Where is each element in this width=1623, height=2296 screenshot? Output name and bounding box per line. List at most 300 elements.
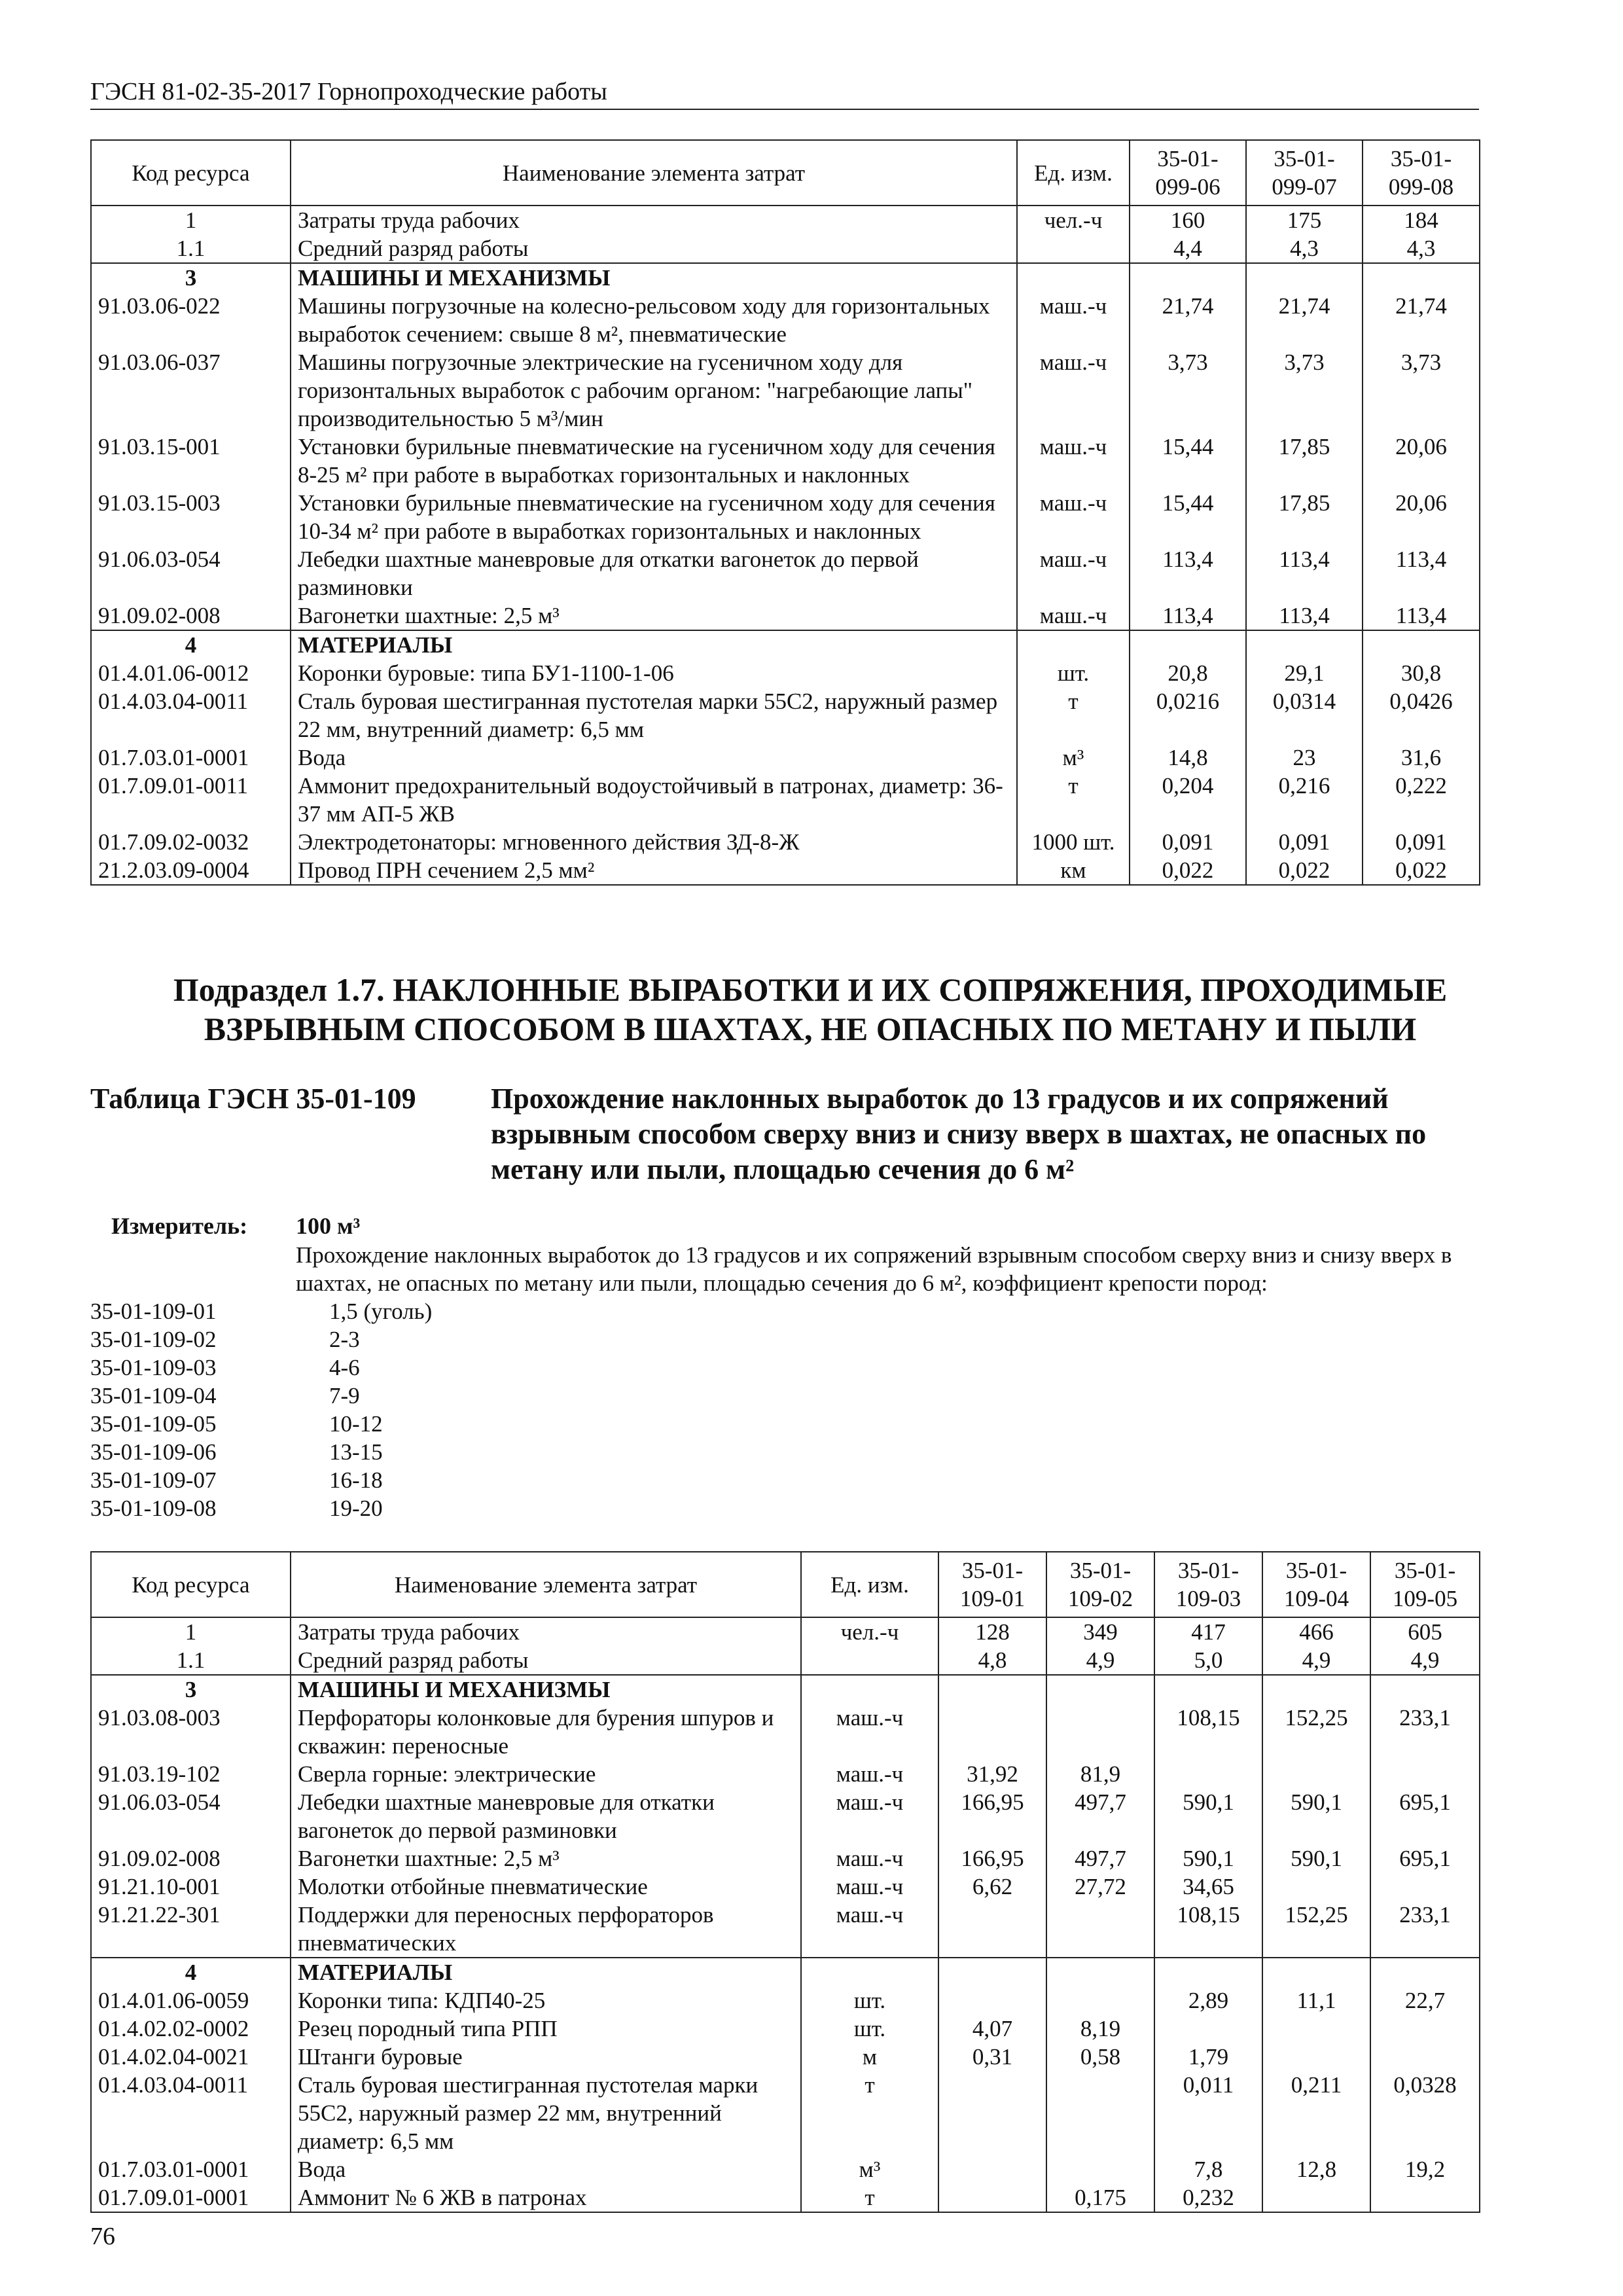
resource-value: 0,232 bbox=[1154, 2183, 1262, 2212]
resource-value: 113,4 bbox=[1130, 601, 1246, 630]
resource-unit: чел.-ч bbox=[1017, 206, 1130, 234]
resource-value: 5,0 bbox=[1154, 1646, 1262, 1675]
resource-value: 31,6 bbox=[1363, 744, 1480, 772]
resource-value: 113,4 bbox=[1246, 601, 1363, 630]
resource-code: 91.03.19-102 bbox=[91, 1760, 291, 1788]
resource-value bbox=[1262, 1760, 1370, 1788]
resource-value: 22,7 bbox=[1370, 1986, 1480, 2015]
table-row bbox=[91, 2015, 1480, 2043]
resource-name: Резец породный типа РПП bbox=[291, 2015, 801, 2043]
resource-name: Перфораторы колонковые для бурения шпуров и скважин: переносные bbox=[291, 1704, 801, 1760]
resource-value bbox=[938, 2155, 1046, 2183]
resource-value: 113,4 bbox=[1363, 545, 1480, 601]
resource-value: 6,62 bbox=[938, 1873, 1046, 1901]
table-row bbox=[91, 545, 1480, 601]
resource-name: МАШИНЫ И МЕХАНИЗМЫ bbox=[291, 263, 1017, 292]
resource-unit: м³ bbox=[1017, 744, 1130, 772]
resource-value: 3,73 bbox=[1363, 348, 1480, 433]
resource-unit: маш.-ч bbox=[801, 1760, 938, 1788]
section-heading-line1: Подраздел 1.7. НАКЛОННЫЕ ВЫРАБОТКИ И ИХ СОПРЯЖЕНИЯ, ПРОХОДИМЫЕ bbox=[173, 971, 1448, 1008]
resource-unit: т bbox=[801, 2183, 938, 2212]
table-row bbox=[91, 234, 1480, 263]
resource-value: 4,9 bbox=[1370, 1646, 1480, 1675]
resource-value: 8,19 bbox=[1046, 2015, 1154, 2043]
resource-name: Коронки буровые: типа БУ1-1100-1-06 bbox=[291, 659, 1017, 687]
resource-value bbox=[938, 2071, 1046, 2155]
resource-code: 91.06.03-054 bbox=[91, 545, 291, 601]
table-row bbox=[91, 206, 1480, 234]
resource-value: 0,0328 bbox=[1370, 2071, 1480, 2155]
table-row bbox=[91, 489, 1480, 545]
resource-code: 1.1 bbox=[91, 234, 291, 263]
resource-name: Затраты труда рабочих bbox=[291, 1617, 801, 1646]
resource-value: 160 bbox=[1130, 206, 1246, 234]
resource-value: 0,022 bbox=[1246, 856, 1363, 885]
code-list-value: 7-9 bbox=[329, 1383, 360, 1408]
resource-value bbox=[938, 1675, 1046, 1704]
resource-value bbox=[1154, 1760, 1262, 1788]
resource-value: 695,1 bbox=[1370, 1844, 1480, 1873]
resource-name: МАТЕРИАЛЫ bbox=[291, 1958, 801, 1986]
resource-name: Сверла горные: электрические bbox=[291, 1760, 801, 1788]
column-header: 35-01- 109-02 bbox=[1046, 1552, 1154, 1617]
code-list-item bbox=[90, 1466, 432, 1494]
resource-unit: шт. bbox=[1017, 659, 1130, 687]
table-row bbox=[91, 772, 1480, 828]
resource-value: 113,4 bbox=[1246, 545, 1363, 601]
resource-value: 20,8 bbox=[1130, 659, 1246, 687]
table-row bbox=[91, 1986, 1480, 2015]
resource-code: 91.21.10-001 bbox=[91, 1873, 291, 1901]
resource-code: 3 bbox=[91, 1675, 291, 1704]
table-row bbox=[91, 433, 1480, 489]
resource-value: 166,95 bbox=[938, 1788, 1046, 1844]
resource-value bbox=[1370, 1675, 1480, 1704]
resource-code: 4 bbox=[91, 630, 291, 659]
code-list-item bbox=[90, 1325, 432, 1354]
resource-table-099 bbox=[90, 139, 1480, 886]
resource-value bbox=[938, 1704, 1046, 1760]
resource-value: 0,091 bbox=[1130, 828, 1246, 856]
resource-value: 233,1 bbox=[1370, 1704, 1480, 1760]
resource-name: Вагонетки шахтные: 2,5 м³ bbox=[291, 1844, 801, 1873]
resource-unit: маш.-ч bbox=[1017, 489, 1130, 545]
resource-unit: м³ bbox=[801, 2155, 938, 2183]
resource-unit: км bbox=[1017, 856, 1130, 885]
code-list-item bbox=[90, 1297, 432, 1325]
resource-unit: шт. bbox=[801, 1986, 938, 2015]
resource-value: 0,091 bbox=[1246, 828, 1363, 856]
resource-code: 01.7.09.01-0011 bbox=[91, 772, 291, 828]
code-list-item bbox=[90, 1382, 432, 1410]
resource-unit: маш.-ч bbox=[801, 1844, 938, 1873]
resource-value: 23 bbox=[1246, 744, 1363, 772]
resource-value: 0,31 bbox=[938, 2043, 1046, 2071]
measure-unit: 100 м³ bbox=[296, 1213, 361, 1239]
column-header: 35-01- 109-04 bbox=[1262, 1552, 1370, 1617]
resource-code: 91.21.22-301 bbox=[91, 1901, 291, 1958]
resource-value: 21,74 bbox=[1130, 292, 1246, 348]
section-heading-line2: ВЗРЫВНЫМ СПОСОБОМ В ШАХТАХ, НЕ ОПАСНЫХ ПО МЕТАНУ И ПЫЛИ bbox=[204, 1011, 1417, 1047]
code-list-value: 16-18 bbox=[329, 1467, 383, 1493]
resource-unit bbox=[801, 1675, 938, 1704]
resource-value bbox=[1154, 1958, 1262, 1986]
resource-value bbox=[1246, 263, 1363, 292]
resource-value bbox=[1046, 1675, 1154, 1704]
resource-unit: маш.-ч bbox=[1017, 348, 1130, 433]
resource-value bbox=[1370, 2043, 1480, 2071]
column-header: Наименование элемента затрат bbox=[291, 140, 1017, 206]
measure-label: Измеритель: bbox=[111, 1213, 248, 1239]
resource-code: 91.03.15-003 bbox=[91, 489, 291, 545]
resource-code: 91.03.08-003 bbox=[91, 1704, 291, 1760]
resource-value: 175 bbox=[1246, 206, 1363, 234]
resource-value bbox=[1370, 1873, 1480, 1901]
resource-value bbox=[938, 1986, 1046, 2015]
resource-value: 21,74 bbox=[1363, 292, 1480, 348]
code-list-value: 4-6 bbox=[329, 1355, 360, 1380]
resource-value: 233,1 bbox=[1370, 1901, 1480, 1958]
table-row bbox=[91, 630, 1480, 659]
resource-value: 27,72 bbox=[1046, 1873, 1154, 1901]
resource-name: Коронки типа: КДП40-25 bbox=[291, 1986, 801, 2015]
resource-code: 01.4.02.02-0002 bbox=[91, 2015, 291, 2043]
resource-code: 1 bbox=[91, 1617, 291, 1646]
resource-value bbox=[1046, 1704, 1154, 1760]
resource-value bbox=[1046, 1958, 1154, 1986]
resource-name: МАШИНЫ И МЕХАНИЗМЫ bbox=[291, 1675, 801, 1704]
resource-code: 91.09.02-008 bbox=[91, 1844, 291, 1873]
resource-unit: маш.-ч bbox=[801, 1901, 938, 1958]
resource-value: 417 bbox=[1154, 1617, 1262, 1646]
resource-unit: 1000 шт. bbox=[1017, 828, 1130, 856]
resource-unit bbox=[1017, 630, 1130, 659]
resource-value: 1,79 bbox=[1154, 2043, 1262, 2071]
table-row bbox=[91, 687, 1480, 744]
table-row bbox=[91, 601, 1480, 630]
resource-unit: маш.-ч bbox=[1017, 601, 1130, 630]
resource-value: 128 bbox=[938, 1617, 1046, 1646]
resource-value bbox=[1370, 1958, 1480, 1986]
code-list-code: 35-01-109-01 bbox=[90, 1299, 217, 1324]
resource-value bbox=[1046, 2071, 1154, 2155]
resource-value bbox=[1363, 263, 1480, 292]
code-list-item bbox=[90, 1494, 432, 1522]
resource-value: 497,7 bbox=[1046, 1788, 1154, 1844]
resource-value bbox=[1262, 1958, 1370, 1986]
resource-value bbox=[1262, 2015, 1370, 2043]
measure-description: Прохождение наклонных выработок до 13 градусов и их сопряжений взрывным способом сверху вниз и снизу вверх в шахтах, не опасных по метану или пыли, площадью сечения до 6 м², коэффициент крепости пород: bbox=[296, 1242, 1452, 1296]
resource-value: 0,58 bbox=[1046, 2043, 1154, 2071]
resource-value: 4,07 bbox=[938, 2015, 1046, 2043]
code-list-code: 35-01-109-06 bbox=[90, 1439, 217, 1465]
table-row bbox=[91, 2183, 1480, 2212]
page-number: 76 bbox=[90, 2223, 115, 2250]
table-row bbox=[91, 1617, 1480, 1646]
resource-value bbox=[938, 2183, 1046, 2212]
resource-value: 34,65 bbox=[1154, 1873, 1262, 1901]
resource-code: 01.4.03.04-0011 bbox=[91, 687, 291, 744]
resource-value bbox=[1130, 263, 1246, 292]
resource-name: Машины погрузочные на колесно-рельсовом ходу для горизонтальных выработок сечением: свыше 8 м², пневматические bbox=[291, 292, 1017, 348]
resource-value: 0,216 bbox=[1246, 772, 1363, 828]
resource-name: Установки бурильные пневматические на гусеничном ходу для сечения 10-34 м² при работе в выработках горизонтальных и наклонных bbox=[291, 489, 1017, 545]
table-row bbox=[91, 2071, 1480, 2155]
resource-code: 91.09.02-008 bbox=[91, 601, 291, 630]
resource-code: 01.4.01.06-0012 bbox=[91, 659, 291, 687]
column-header: Ед. изм. bbox=[801, 1552, 938, 1617]
table-row bbox=[91, 2043, 1480, 2071]
resource-value bbox=[1262, 1873, 1370, 1901]
resource-name: Машины погрузочные электрические на гусеничном ходу для горизонтальных выработок с рабочим органом: "нагребающие лапы" производительностью 5 м³/мин bbox=[291, 348, 1017, 433]
resource-value: 590,1 bbox=[1262, 1844, 1370, 1873]
resource-unit bbox=[801, 1646, 938, 1675]
resource-value: 108,15 bbox=[1154, 1704, 1262, 1760]
resource-value: 19,2 bbox=[1370, 2155, 1480, 2183]
resource-code: 91.03.06-037 bbox=[91, 348, 291, 433]
resource-value bbox=[1262, 2043, 1370, 2071]
resource-code: 01.4.02.04-0021 bbox=[91, 2043, 291, 2071]
resource-value: 4,3 bbox=[1363, 234, 1480, 263]
resource-code: 91.03.15-001 bbox=[91, 433, 291, 489]
column-header: 35-01- 099-07 bbox=[1246, 140, 1363, 206]
resource-name: Сталь буровая шестигранная пустотелая марки 55С2, наружный размер 22 мм, внутренний диаметр: 6,5 мм bbox=[291, 687, 1017, 744]
resource-value: 21,74 bbox=[1246, 292, 1363, 348]
resource-name: Лебедки шахтные маневровые для откатки вагонеток до первой разминовки bbox=[291, 1788, 801, 1844]
resource-value bbox=[1046, 2155, 1154, 2183]
resource-value: 15,44 bbox=[1130, 433, 1246, 489]
table-row bbox=[91, 1958, 1480, 1986]
section-heading bbox=[90, 970, 1530, 1049]
table-row bbox=[91, 1901, 1480, 1958]
resource-value bbox=[1363, 630, 1480, 659]
resource-value: 20,06 bbox=[1363, 433, 1480, 489]
table-row bbox=[91, 856, 1480, 885]
column-header: Наименование элемента затрат bbox=[291, 1552, 801, 1617]
resource-value: 4,4 bbox=[1130, 234, 1246, 263]
resource-value: 152,25 bbox=[1262, 1901, 1370, 1958]
code-list-value: 1,5 (уголь) bbox=[329, 1299, 433, 1324]
resource-unit: маш.-ч bbox=[1017, 545, 1130, 601]
resource-code: 3 bbox=[91, 263, 291, 292]
resource-value: 0,222 bbox=[1363, 772, 1480, 828]
resource-unit: маш.-ч bbox=[1017, 433, 1130, 489]
resource-value: 11,1 bbox=[1262, 1986, 1370, 2015]
resource-value bbox=[1370, 1760, 1480, 1788]
resource-value bbox=[1370, 2015, 1480, 2043]
resource-value: 113,4 bbox=[1130, 545, 1246, 601]
resource-name: Средний разряд работы bbox=[291, 234, 1017, 263]
resource-value: 108,15 bbox=[1154, 1901, 1262, 1958]
resource-name: Вода bbox=[291, 744, 1017, 772]
code-list-value: 13-15 bbox=[329, 1439, 383, 1465]
table-row bbox=[91, 659, 1480, 687]
resource-unit: маш.-ч bbox=[801, 1704, 938, 1760]
resource-unit: чел.-ч bbox=[801, 1617, 938, 1646]
code-list-code: 35-01-109-04 bbox=[90, 1383, 217, 1408]
resource-value: 4,9 bbox=[1262, 1646, 1370, 1675]
resource-value bbox=[938, 1901, 1046, 1958]
resource-value: 0,022 bbox=[1363, 856, 1480, 885]
table-caption-title: Прохождение наклонных выработок до 13 градусов и их сопряжений взрывным способом сверху вниз и снизу вверх в шахтах, не опасных по метану или пыли, площадью сечения до 6 м² bbox=[491, 1083, 1427, 1185]
resource-value: 3,73 bbox=[1130, 348, 1246, 433]
column-header: 35-01- 109-01 bbox=[938, 1552, 1046, 1617]
resource-value: 184 bbox=[1363, 206, 1480, 234]
resource-table-109 bbox=[90, 1551, 1480, 2213]
resource-unit: шт. bbox=[801, 2015, 938, 2043]
resource-name: Вода bbox=[291, 2155, 801, 2183]
code-list-code: 35-01-109-08 bbox=[90, 1496, 217, 1521]
resource-unit: т bbox=[1017, 772, 1130, 828]
resource-name: Аммонит предохранительный водоустойчивый в патронах, диаметр: 36-37 мм АП-5 ЖВ bbox=[291, 772, 1017, 828]
resource-value: 4,3 bbox=[1246, 234, 1363, 263]
resource-name: Электродетонаторы: мгновенного действия ЗД-8-Ж bbox=[291, 828, 1017, 856]
code-list-code: 35-01-109-05 bbox=[90, 1411, 217, 1437]
resource-value bbox=[1246, 630, 1363, 659]
resource-value: 17,85 bbox=[1246, 433, 1363, 489]
resource-value bbox=[1154, 2015, 1262, 2043]
table-row bbox=[91, 828, 1480, 856]
resource-code: 1 bbox=[91, 206, 291, 234]
resource-value: 4,9 bbox=[1046, 1646, 1154, 1675]
resource-value: 590,1 bbox=[1154, 1788, 1262, 1844]
column-header: Код ресурса bbox=[91, 140, 291, 206]
resource-value bbox=[1046, 1901, 1154, 1958]
code-list-item bbox=[90, 1354, 432, 1382]
table-row bbox=[91, 348, 1480, 433]
code-list-item bbox=[90, 1410, 432, 1438]
resource-unit: маш.-ч bbox=[801, 1788, 938, 1844]
resource-value: 113,4 bbox=[1363, 601, 1480, 630]
resource-value: 30,8 bbox=[1363, 659, 1480, 687]
resource-code: 21.2.03.09-0004 bbox=[91, 856, 291, 885]
resource-value: 605 bbox=[1370, 1617, 1480, 1646]
table-row bbox=[91, 1873, 1480, 1901]
resource-value: 466 bbox=[1262, 1617, 1370, 1646]
page-header: ГЭСН 81-02-35-2017 Горнопроходческие работы bbox=[90, 77, 1479, 110]
resource-value: 3,73 bbox=[1246, 348, 1363, 433]
resource-value: 29,1 bbox=[1246, 659, 1363, 687]
resource-code: 1.1 bbox=[91, 1646, 291, 1675]
resource-unit: т bbox=[801, 2071, 938, 2155]
resource-value: 2,89 bbox=[1154, 1986, 1262, 2015]
resource-name: Аммонит № 6 ЖВ в патронах bbox=[291, 2183, 801, 2212]
resource-value: 0,0216 bbox=[1130, 687, 1246, 744]
resource-name: Затраты труда рабочих bbox=[291, 206, 1017, 234]
resource-code: 01.4.01.06-0059 bbox=[91, 1986, 291, 2015]
resource-name: Сталь буровая шестигранная пустотелая марки 55С2, наружный размер 22 мм, внутренний диаметр: 6,5 мм bbox=[291, 2071, 801, 2155]
resource-value bbox=[1130, 630, 1246, 659]
code-list-code: 35-01-109-07 bbox=[90, 1467, 217, 1493]
resource-value: 14,8 bbox=[1130, 744, 1246, 772]
code-list-value: 10-12 bbox=[329, 1411, 383, 1437]
table-row bbox=[91, 744, 1480, 772]
resource-unit: маш.-ч bbox=[1017, 292, 1130, 348]
table-row bbox=[91, 1760, 1480, 1788]
resource-name: Молотки отбойные пневматические bbox=[291, 1873, 801, 1901]
resource-name: Штанги буровые bbox=[291, 2043, 801, 2071]
column-header: 35-01- 099-06 bbox=[1130, 140, 1246, 206]
column-header: Код ресурса bbox=[91, 1552, 291, 1617]
resource-value: 20,06 bbox=[1363, 489, 1480, 545]
resource-name: МАТЕРИАЛЫ bbox=[291, 630, 1017, 659]
column-header: 35-01- 099-08 bbox=[1363, 140, 1480, 206]
table-row bbox=[91, 1646, 1480, 1675]
column-header: Ед. изм. bbox=[1017, 140, 1130, 206]
resource-value: 0,011 bbox=[1154, 2071, 1262, 2155]
resource-value: 0,0426 bbox=[1363, 687, 1480, 744]
column-header: 35-01- 109-05 bbox=[1370, 1552, 1480, 1617]
column-header: 35-01- 109-03 bbox=[1154, 1552, 1262, 1617]
resource-value: 0,0314 bbox=[1246, 687, 1363, 744]
resource-code: 01.7.09.01-0001 bbox=[91, 2183, 291, 2212]
resource-value: 81,9 bbox=[1046, 1760, 1154, 1788]
resource-value: 12,8 bbox=[1262, 2155, 1370, 2183]
resource-value: 0,211 bbox=[1262, 2071, 1370, 2155]
resource-name: Провод ПРН сечением 2,5 мм² bbox=[291, 856, 1017, 885]
resource-code: 01.4.03.04-0011 bbox=[91, 2071, 291, 2155]
resource-value: 152,25 bbox=[1262, 1704, 1370, 1760]
resource-value: 590,1 bbox=[1154, 1844, 1262, 1873]
resource-value: 497,7 bbox=[1046, 1844, 1154, 1873]
code-list-value: 19-20 bbox=[329, 1496, 383, 1521]
resource-code: 01.7.03.01-0001 bbox=[91, 744, 291, 772]
table-row bbox=[91, 1844, 1480, 1873]
resource-value bbox=[938, 1958, 1046, 1986]
code-list-code: 35-01-109-03 bbox=[90, 1355, 217, 1380]
code-list-item bbox=[90, 1438, 432, 1466]
table-row bbox=[91, 292, 1480, 348]
resource-code: 91.03.06-022 bbox=[91, 292, 291, 348]
resource-unit bbox=[1017, 234, 1130, 263]
resource-value: 0,204 bbox=[1130, 772, 1246, 828]
resource-value bbox=[1154, 1675, 1262, 1704]
resource-name: Поддержки для переносных перфораторов пневматических bbox=[291, 1901, 801, 1958]
table-row bbox=[91, 263, 1480, 292]
resource-code: 91.06.03-054 bbox=[91, 1788, 291, 1844]
resource-code: 01.7.09.02-0032 bbox=[91, 828, 291, 856]
resource-name: Установки бурильные пневматические на гусеничном ходу для сечения 8-25 м² при работе в выработках горизонтальных и наклонных bbox=[291, 433, 1017, 489]
resource-value: 4,8 bbox=[938, 1646, 1046, 1675]
resource-name: Средний разряд работы bbox=[291, 1646, 801, 1675]
resource-unit bbox=[1017, 263, 1130, 292]
resource-value: 0,022 bbox=[1130, 856, 1246, 885]
resource-unit bbox=[801, 1958, 938, 1986]
resource-value: 0,175 bbox=[1046, 2183, 1154, 2212]
code-list-value: 2-3 bbox=[329, 1327, 360, 1352]
resource-value bbox=[1046, 1986, 1154, 2015]
resource-value: 349 bbox=[1046, 1617, 1154, 1646]
resource-value: 695,1 bbox=[1370, 1788, 1480, 1844]
resource-unit: маш.-ч bbox=[801, 1873, 938, 1901]
resource-value bbox=[1262, 2183, 1370, 2212]
resource-unit: т bbox=[1017, 687, 1130, 744]
resource-code: 4 bbox=[91, 1958, 291, 1986]
table-row bbox=[91, 1704, 1480, 1760]
resource-value: 15,44 bbox=[1130, 489, 1246, 545]
table-caption-label: Таблица ГЭСН 35-01-109 bbox=[90, 1083, 416, 1115]
code-list-code: 35-01-109-02 bbox=[90, 1327, 217, 1352]
resource-code: 01.7.03.01-0001 bbox=[91, 2155, 291, 2183]
resource-value bbox=[1370, 2183, 1480, 2212]
resource-value: 590,1 bbox=[1262, 1788, 1370, 1844]
resource-value: 7,8 bbox=[1154, 2155, 1262, 2183]
resource-value: 17,85 bbox=[1246, 489, 1363, 545]
resource-value: 31,92 bbox=[938, 1760, 1046, 1788]
resource-unit: м bbox=[801, 2043, 938, 2071]
resource-value: 166,95 bbox=[938, 1844, 1046, 1873]
resource-name: Лебедки шахтные маневровые для откатки вагонеток до первой разминовки bbox=[291, 545, 1017, 601]
